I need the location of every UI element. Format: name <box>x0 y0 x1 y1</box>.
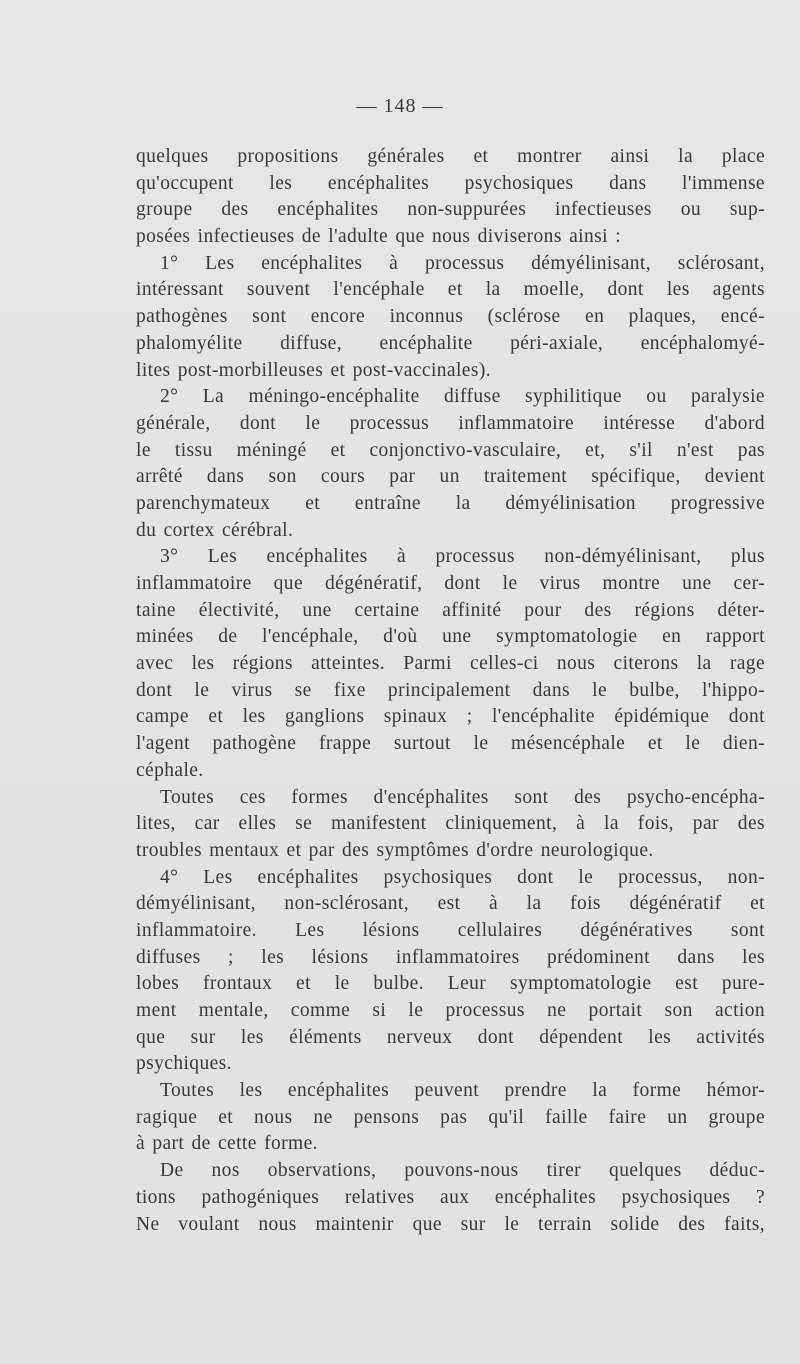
text-line: diffuses ; les lésions inflammatoires prédominent dans les <box>136 946 765 968</box>
text-line: que sur les éléments nerveux dont dépendent les activités <box>136 1026 765 1048</box>
text-line: arrêté dans son cours par un traitement spécifique, devient <box>136 466 765 488</box>
text-line: troubles mentaux et par des symptômes d'ordre neurologique. <box>136 839 654 861</box>
text-line: avec les régions atteintes. Parmi celles-ci nous citerons la rage <box>136 653 765 675</box>
text-line: l'agent pathogène frappe surtout le mésencéphale et le dien- <box>136 733 765 755</box>
text-line: campe et les ganglions spinaux ; l'encéphalite épidémique dont <box>136 706 765 728</box>
text-line: céphale. <box>136 759 204 781</box>
text-line: générale, dont le processus inflammatoire intéresse d'abord <box>136 412 765 434</box>
text-line: tions pathogéniques relatives aux encéphalites psychosiques ? <box>136 1186 765 1208</box>
text-line: lites, car elles se manifestent cliniquement, à la fois, par des <box>136 813 765 835</box>
text-line: 2° La méningo-encéphalite diffuse syphilitique ou paralysie <box>160 386 765 408</box>
text-line: 4° Les encéphalites psychosiques dont le processus, non- <box>160 866 765 888</box>
text-line: groupe des encéphalites non-suppurées infectieuses ou sup- <box>136 199 765 221</box>
text-line: pathogènes sont encore inconnus (sclérose en plaques, encé- <box>136 306 765 328</box>
text-line: du cortex cérébral. <box>136 519 294 541</box>
page-number: — 148 — <box>356 95 444 117</box>
text-line: De nos observations, pouvons-nous tirer quelques déduc- <box>160 1160 765 1182</box>
text-line: Ne voulant nous maintenir que sur le terrain solide des faits, <box>136 1213 765 1235</box>
text-line: ragique et nous ne pensons pas qu'il faille faire un groupe <box>136 1106 765 1128</box>
text-line: lites post-morbilleuses et post-vaccinales). <box>136 359 492 381</box>
text-line: inflammatoire. Les lésions cellulaires dégénératives sont <box>136 919 765 941</box>
text-line: ment mentale, comme si le processus ne portait son action <box>136 1000 765 1021</box>
text-line: dont le virus se fixe principalement dans le bulbe, l'hippo- <box>136 679 765 701</box>
text-line: inflammatoire que dégénératif, dont le virus montre une cer- <box>136 573 765 594</box>
text-line: phalomyélite diffuse, encéphalite péri-axiale, encéphalomyé- <box>136 332 765 354</box>
body-text <box>136 144 765 1238</box>
text-line: intéressant souvent l'encéphale et la moelle, dont les agents <box>136 279 765 301</box>
text-line: Toutes les encéphalites peuvent prendre la forme hémor- <box>160 1080 765 1102</box>
text-line: minées de l'encéphale, d'où une symptomatologie en rapport <box>136 626 765 648</box>
text-line: psychiques. <box>136 1053 232 1075</box>
text-line: à part de cette forme. <box>136 1133 318 1155</box>
text-line: Toutes ces formes d'encéphalites sont des psycho-encépha- <box>160 786 765 808</box>
text-line: le tissu méningé et conjonctivo-vasculaire, et, s'il n'est pas <box>136 439 765 461</box>
text-line: démyélinisant, non-sclérosant, est à la fois dégénératif et <box>136 893 765 915</box>
text-line: 1° Les encéphalites à processus démyélinisant, sclérosant, <box>160 252 765 274</box>
text-line: quelques propositions générales et montrer ainsi la place <box>136 146 765 167</box>
text-line: parenchymateux et entraîne la démyélinisation progressive <box>136 492 765 514</box>
text-line: 3° Les encéphalites à processus non-démyélinisant, plus <box>160 546 765 568</box>
text-line: taine électivité, une certaine affinité pour des régions déter- <box>136 599 765 621</box>
text-line: lobes frontaux et le bulbe. Leur symptomatologie est pure- <box>136 973 765 995</box>
text-line: posées infectieuses de l'adulte que nous diviserons ainsi : <box>136 226 622 248</box>
text-line: qu'occupent les encéphalites psychosiques dans l'immense <box>136 172 765 194</box>
